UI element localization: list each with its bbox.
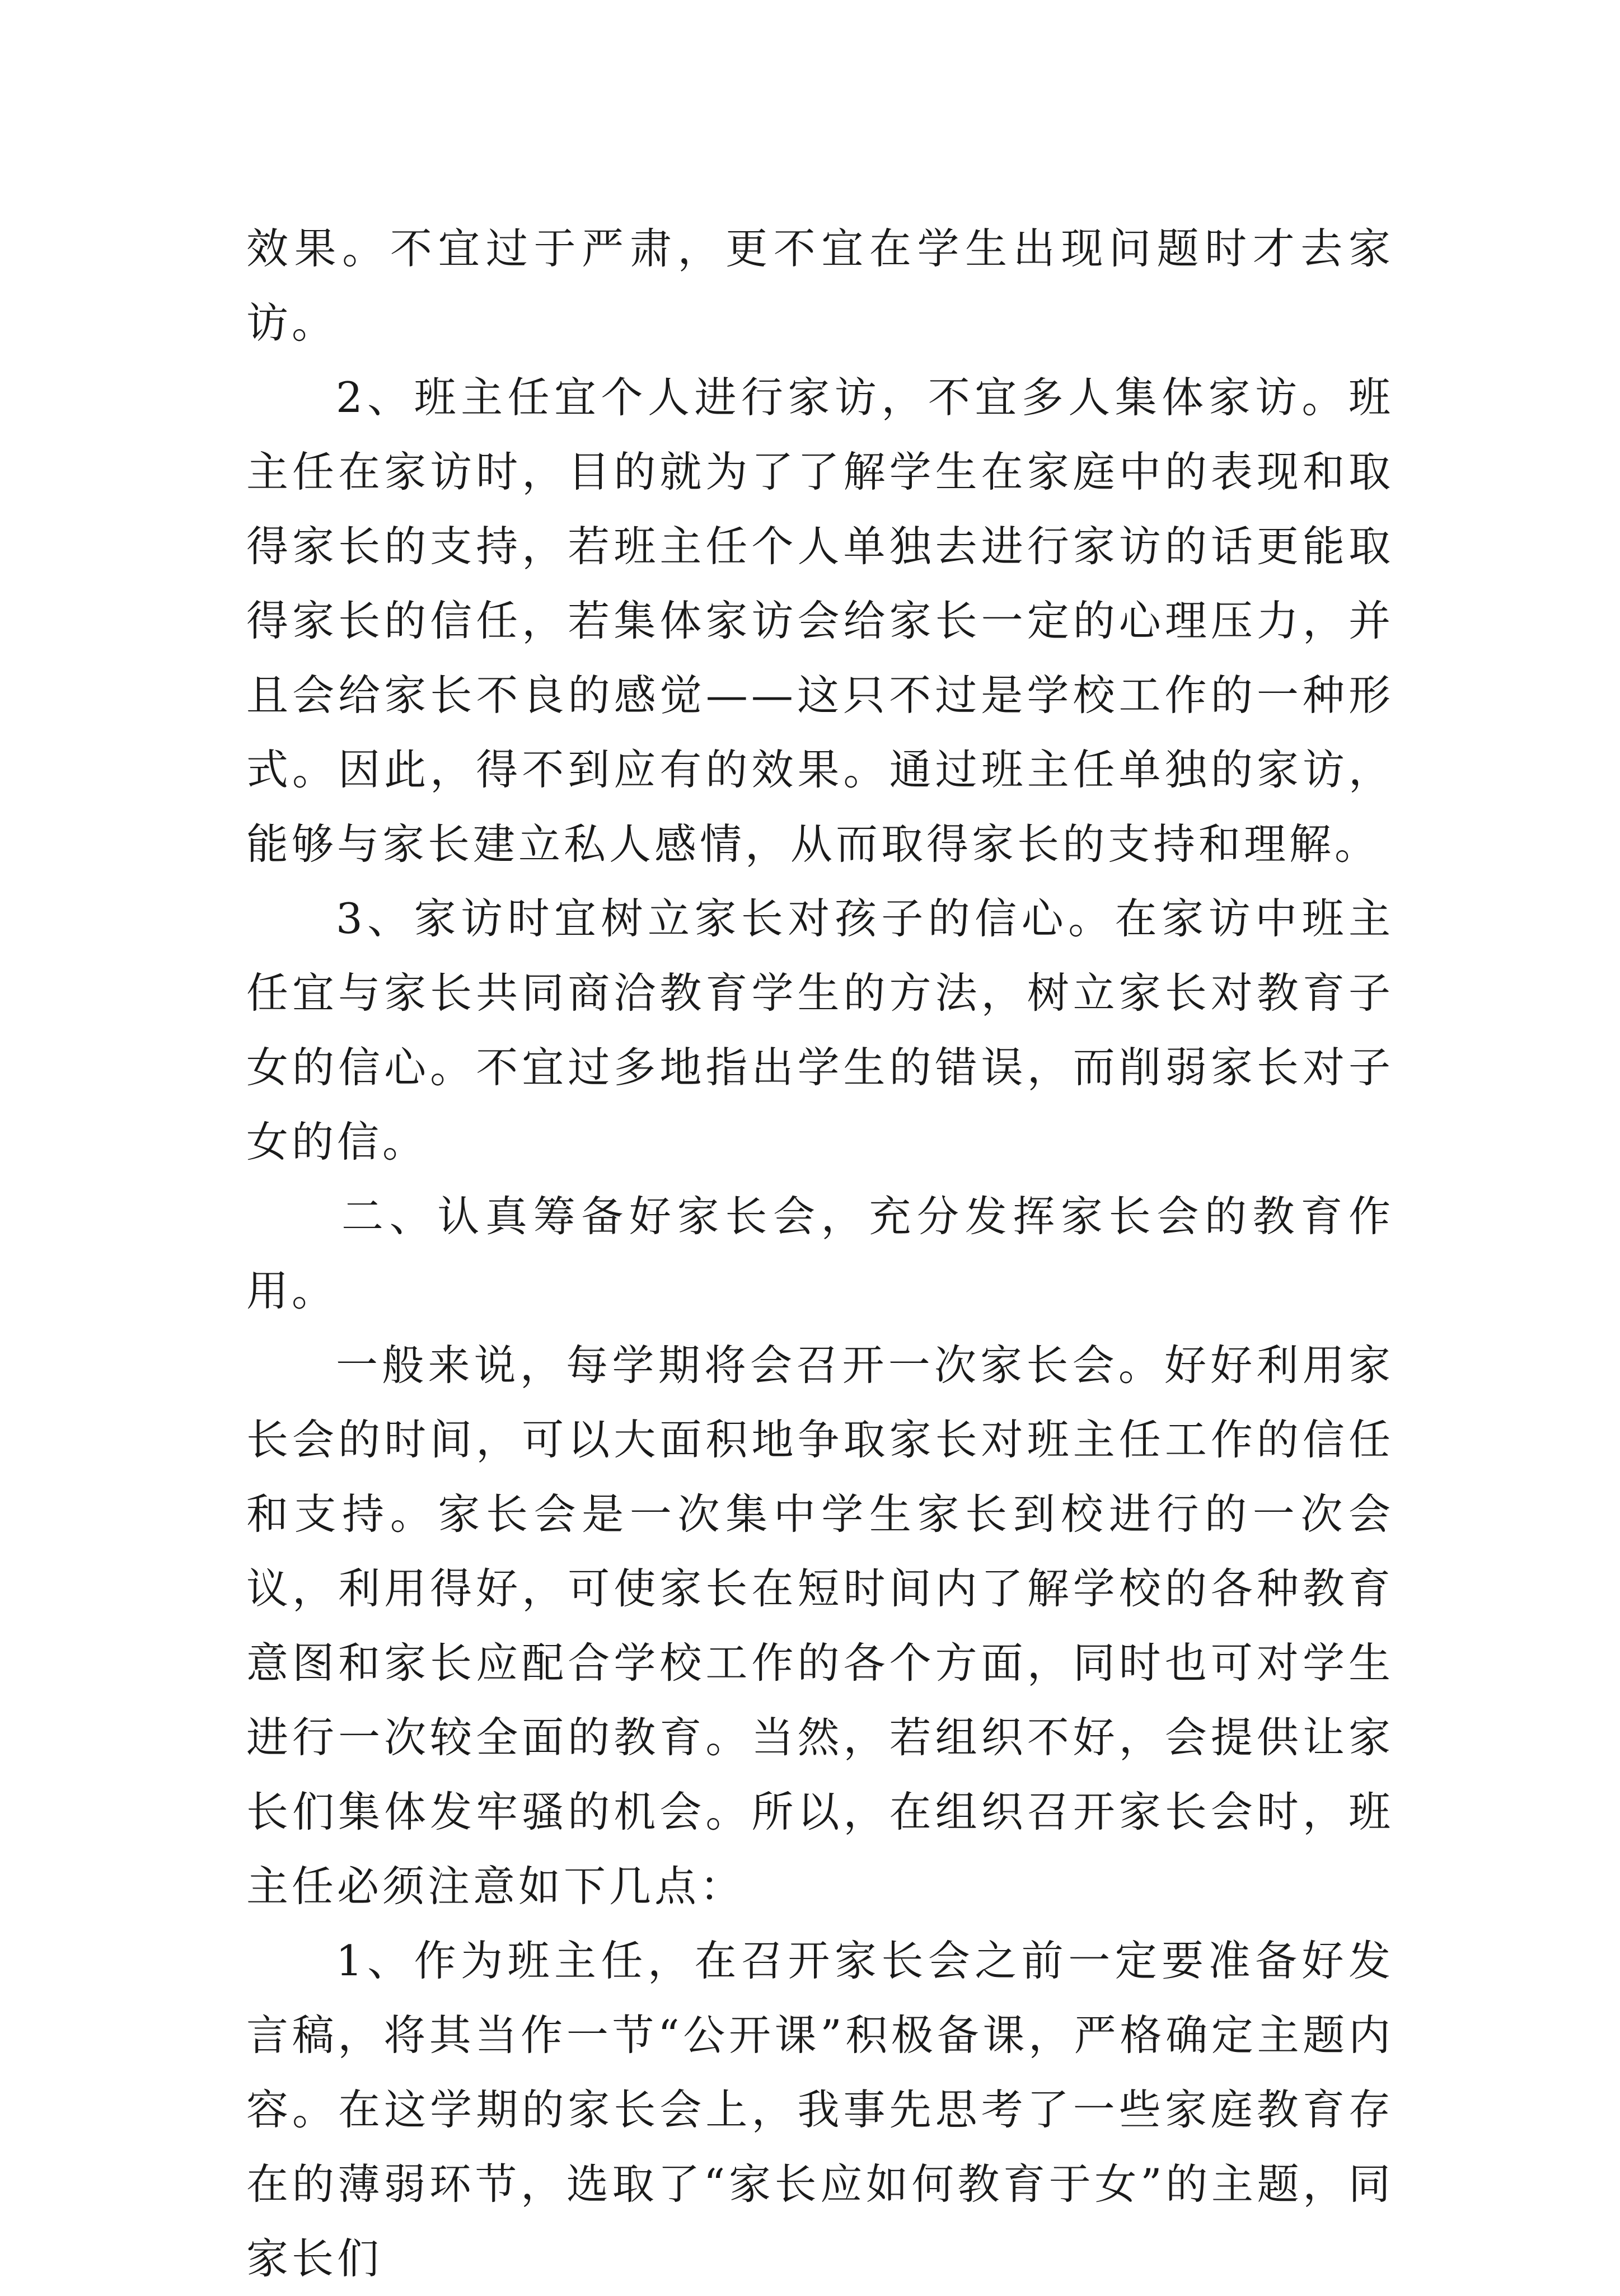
paragraph-home-visit-individual: 2、班主任宜个人进行家访，不宜多人集体家访。班主任在家访时，目的就为了了解学生在家庭中的表现和取得家长的支持，若班主任个人单独去进行家访的话更能取得家长的信任，若集体家访会给家长一定的心理压力，并且会给家长不良的感觉——这只不过是学校工作的一种形式。因此，得不到应有的效果。通过班主任单独的家访，能够与家长建立私人感情，从而取得家长的支持和理解。 — [246, 373, 1394, 869]
document-body — [246, 212, 1394, 2296]
paragraph-parent-meeting-preparation: 1、作为班主任，在召开家长会之前一定要准备好发言稿，将其当作一节“公开课”积极备课，严格确定主题内容。在这学期的家长会上，我事先思考了一些家庭教育存在的薄弱环节，选取了“家长应如何教育于女”的主题，同家长们 — [246, 1936, 1394, 2283]
paragraph-home-visit-confidence: 3、家访时宜树立家长对孩子的信心。在家访中班主任宜与家长共同商洽教育学生的方法，树立家长对教育子女的信心。不宜过多地指出学生的错误，而削弱家长对子女的信。 — [246, 894, 1394, 1166]
paragraph-parent-meeting-intro: 一般来说，每学期将会召开一次家长会。好好利用家长会的时间，可以大面积地争取家长对班主任工作的信任和支持。家长会是一次集中学生家长到校进行的一次会议，利用得好，可使家长在短时间内了解学校的各种教育意图和家长应配合学校工作的各个方面，同时也可对学生进行一次较全面的教育。当然，若组织不好，会提供让家长们集体发牢骚的机会。所以，在组织召开家长会时，班主任必须注意如下几点： — [246, 1341, 1394, 1911]
paragraph-continuation: 效果。不宜过于严肃，更不宜在学生出现问题时才去家访。 — [246, 224, 1394, 348]
section-heading-parent-meeting: 二、认真筹备好家长会，充分发挥家长会的教育作用。 — [246, 1192, 1394, 1315]
